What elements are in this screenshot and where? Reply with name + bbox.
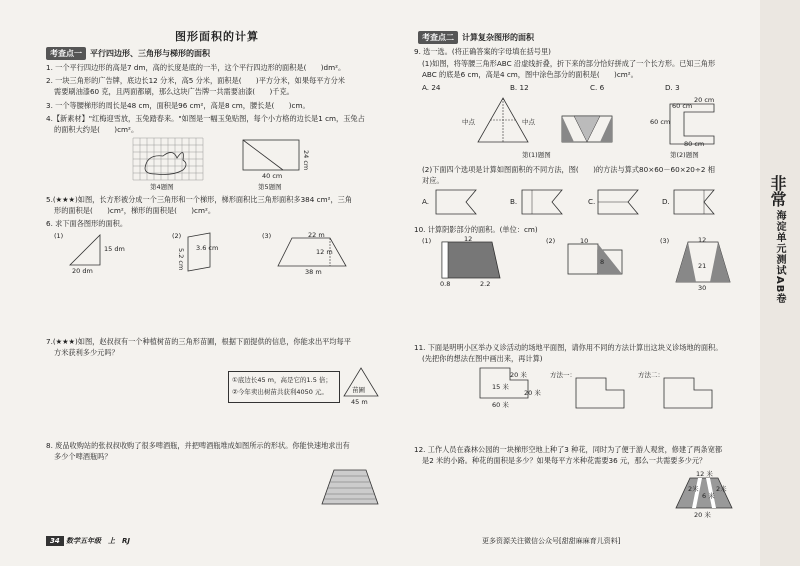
parallelogram-figure	[188, 233, 228, 271]
right-footer: 更多资源关注微信公众号[甜甜麻麻育儿资料]	[482, 537, 621, 545]
page-number: 34	[46, 536, 64, 546]
l-shape-figure	[670, 104, 714, 144]
question-9-1a: (1)如图，将等腰三角形ABC 沿虚线折叠，折下来的部分恰好拼成了一个长方形。已知三角形	[422, 59, 716, 68]
dim-22m: 22 m	[308, 231, 325, 239]
dim-g2-8: 8	[600, 258, 605, 266]
option-b-figure	[522, 190, 562, 214]
fig9-1-caption: 第(1)题图	[522, 151, 551, 159]
question-7b: 方米获利多少元吗？	[54, 348, 119, 357]
section-tag: 考查点二	[418, 31, 458, 44]
dim-h20-side: 20 米	[524, 389, 541, 397]
nursery-label: 苗圃	[352, 386, 365, 394]
question-9: 9. 选一选。(将正确答案的字母填在括号里)	[414, 47, 551, 56]
question-11a: 11. 下面是明明小区举办义诊活动的场地平面图，请你用不同的方法计算出这块义诊场地的面积。	[414, 343, 723, 352]
option-9-2-c: C.	[588, 197, 596, 206]
fig10-2-label: (2)	[546, 237, 556, 245]
question-4b: 的面积大约是( )cm²。	[54, 125, 139, 134]
question-7a: 7.(★★★)如图，赵叔叔有一个种植树苗的三角形苗圃，根据下面提供的信息，你能求出平均每平	[46, 337, 351, 346]
question-5a: 5.(★★★)如图，长方形被分成一个三角形和一个梯形，梯形面积比三角形面积多384 cm²，三角	[46, 195, 353, 204]
question-10: 10. 计算阴影部分的面积。(单位：cm)	[414, 225, 538, 234]
dim-h60: 60 米	[492, 401, 509, 409]
midpoint-right: 中点	[522, 118, 535, 126]
fig6-1-label: (1)	[54, 232, 64, 240]
question-3: 3. 一个等腰梯形的周长是48 cm，面积是96 cm²，高是8 cm，腰长是( )cm。	[46, 101, 310, 110]
option-a-figure	[436, 190, 476, 214]
dim-45m: 45 m	[351, 398, 368, 406]
dim-k12: 12 米	[696, 470, 713, 478]
page-title: 图形面积的计算	[175, 30, 259, 43]
rabbit-grid-figure	[133, 138, 203, 180]
dim-60cm-side: 60 cm	[650, 118, 671, 126]
option-9-2-d: D.	[662, 197, 670, 206]
trapezoid-figure	[278, 238, 346, 266]
isosceles-triangle-figure	[478, 98, 528, 142]
spine-logo: 非常	[768, 175, 787, 207]
dim-k2b: 2米	[716, 485, 727, 493]
fig6-2-label: (2)	[172, 232, 182, 240]
fig6-3-label: (3)	[262, 232, 272, 240]
dim-3-6cm: 3.6 cm	[196, 244, 219, 252]
question-5b: 形的面积是( )cm²，梯形的面积是( )cm²。	[54, 206, 216, 215]
dim-38m: 38 m	[305, 268, 322, 276]
question-8a: 8. 废品收购站的张叔叔收购了很多啤酒瓶，并把啤酒瓶堆成如图所示的形状。你能快速地求出有	[46, 441, 350, 450]
dim-g1-12: 12	[464, 235, 473, 243]
dim-g1-2-2: 2.2	[480, 280, 491, 288]
method-2-figure	[664, 378, 712, 408]
spine-title: 海淀单元测试AB卷	[774, 210, 785, 305]
question-1: 1. 一个平行四边形的高是7 dm，高的长度是底的一半，这个平行四边形的面积是( )dm²。	[46, 63, 346, 72]
info-line-1: ①底边长45 m，高是它的1.5 倍；	[232, 376, 332, 384]
question-9-2b: 对应。	[422, 176, 444, 185]
fig4-caption: 第4题图	[150, 183, 174, 191]
dim-24cm: 24 cm	[302, 150, 310, 171]
question-2a: 2. 一块三角形的广告牌，底边长12 分米，高5 分米，面积是( )平方分米，如果每平方分米	[46, 76, 345, 85]
question-8b: 多少个啤酒瓶吗？	[54, 452, 112, 461]
dim-k20: 20 米	[694, 511, 711, 519]
option-9-2-b: B.	[510, 197, 518, 206]
method-2-label: 方法二：	[638, 371, 664, 379]
question-4a: 4.【新素材】"红梅迎雪放，玉兔踏春来。"如图是一幅玉兔贴图，每个小方格的边长是1 cm，玉兔占	[46, 114, 365, 123]
method-1-figure	[576, 378, 624, 408]
question-2b: 需要刷油漆60 克，且两面都刷，那么这块广告牌一共需要油漆( )千克。	[54, 87, 294, 96]
question-9-1b: ABC 的底是6 cm，高是4 cm，图中涂色部分的面积是( )cm²。	[422, 70, 638, 79]
footer-text: 数学五年级 上 RJ	[65, 537, 130, 545]
dim-g3-30: 30	[698, 284, 707, 292]
dim-12m: 12 m	[316, 248, 333, 256]
section-header-2	[418, 31, 534, 44]
section-text: 计算复杂图形的面积	[462, 33, 534, 42]
dim-5-2cm: 5.2 cm	[177, 248, 185, 271]
dim-h20-top: 20 米	[510, 371, 527, 379]
dim-80cm: 80 cm	[684, 140, 705, 148]
question-12b: 是2 米的小路。种花的面积是多少？如果每平方米种花需要36 元，那么一共需要多少元？	[422, 456, 707, 465]
option-d-figure	[674, 190, 714, 214]
page-footer	[46, 536, 130, 546]
option-9-1-d: D. 3	[665, 83, 680, 92]
shaded-squares-figure	[568, 244, 622, 278]
dim-k6: 6 米	[702, 492, 715, 500]
midpoint-left: 中点	[462, 118, 475, 126]
dim-h15: 15 米	[492, 383, 509, 391]
option-9-1-a: A. 24	[422, 83, 441, 92]
dim-g3-21: 21	[698, 262, 707, 270]
dim-g1-0-8: 0.8	[440, 280, 451, 288]
question-12a: 12. 工作人员在森林公园的一块梯形空地上种了3 种花，同时为了便于游人观赏，修建了两条宽都	[414, 445, 723, 454]
fig10-1-label: (1)	[422, 237, 432, 245]
section-text: 平行四边形、三角形与梯形的面积	[90, 49, 210, 58]
dim-20dm: 20 dm	[72, 267, 93, 275]
bottle-pile-figure	[322, 470, 378, 504]
option-9-1-b: B. 12	[510, 83, 529, 92]
dim-g2-10: 10	[580, 237, 589, 245]
option-9-2-a: A.	[422, 197, 430, 206]
question-6: 6. 求下面各图形的面积。	[46, 219, 128, 228]
right-triangle-figure	[70, 235, 100, 265]
folded-rectangle-figure	[562, 116, 612, 142]
section-header-1	[46, 47, 210, 60]
question-9-2a: (2)下面四个选项是计算如图面积的不同方法，图( )的方法与算式80×60－60×20÷2 相	[422, 165, 715, 174]
method-1-label: 方法一：	[550, 371, 576, 379]
info-line-2: ②今年卖出树苗共获利4050 元。	[232, 388, 328, 396]
dim-40cm: 40 cm	[262, 172, 283, 180]
option-9-1-c: C. 6	[590, 83, 605, 92]
shaded-parallelogram-figure	[442, 242, 500, 278]
question-11b: (先把你的想法在图中画出来，再计算)	[422, 354, 543, 363]
dim-g3-12: 12	[698, 236, 707, 244]
rectangle-figure-5	[243, 140, 299, 170]
dim-k2a: 2米	[688, 485, 699, 493]
dim-15dm: 15 dm	[104, 245, 125, 253]
fig9-2-caption: 第(2)题图	[670, 151, 699, 159]
fig5-caption: 第5题图	[258, 183, 282, 191]
right-page	[400, 0, 800, 566]
dim-20cm: 20 cm	[694, 96, 715, 104]
dim-60cm-top: 60 cm	[672, 102, 693, 110]
option-c-figure	[598, 190, 638, 214]
fig10-3-label: (3)	[660, 237, 670, 245]
section-tag: 考查点一	[46, 47, 86, 60]
